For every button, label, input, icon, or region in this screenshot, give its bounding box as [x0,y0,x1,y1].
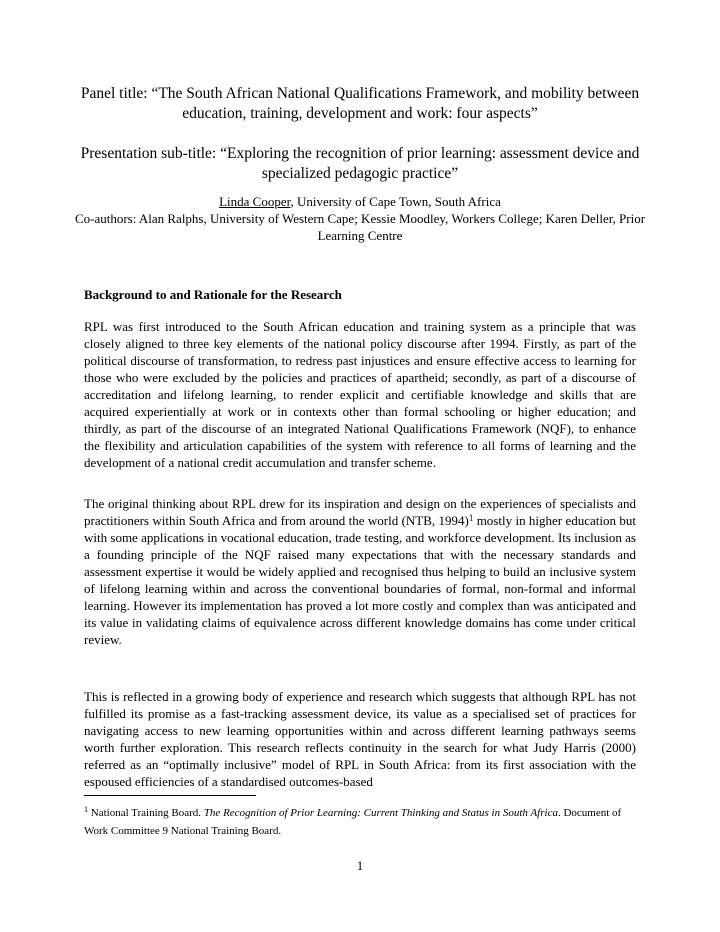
paragraph-1: RPL was first introduced to the South African education and training system as a principle that was closely aligned to three key elements of the national policy discourse after 1994. Firstly, as part of the political discourse of transformation, to redress past injustices and ensure effective access to learning for those who were excluded by the policies and practices of apartheid; secondly, as part of a discourse of accreditation and lifelong learning, to render explicit and certifiable knowledge and skills that are acquired experientially at work or in contexts other than formal schooling or higher education; and thirdly, as part of the discourse of an integrated National Qualifications Framework (NQF), to enhance the flexibility and articulation capabilities of the system with reference to all forms of learning and the development of a national credit accumulation and transfer scheme. [84,319,636,471]
paragraph-2 [84,495,636,648]
footnote-title: The Recognition of Prior Learning: Current Thinking and Status in South Africa [203,807,558,819]
footnote-tail: . Document of Work Committee 9 National Training Board. [84,807,622,837]
lead-author-affiliation: , University of Cape Town, South Africa [290,194,501,209]
footnote-marker: 1 [84,805,88,814]
presentation-subtitle: Presentation sub-title: “Exploring the recognition of prior learning: assessment device and specialized pedagogic practice” [80,145,640,182]
section-heading: Background to and Rationale for the Research [84,287,342,302]
footnote-divider [84,795,256,796]
panel-title: Panel title: “The South African National Qualifications Framework, and mobility between education, training, development and work: four aspects” [80,85,640,122]
title-block [70,84,650,184]
paragraph-3: This is reflected in a growing body of experience and research which suggests that although RPL has not fulfilled its promise as a fast-tracking assessment device, its value as a specialised set of practices for navigating access to new learning opportunities within and across different learning pathways seems worth further exploration. This research reflects continuity in the search for what Judy Harris (2000) referred as an “optimally inclusive” model of RPL in South Africa: from its first association with the espoused efficiencies of a standardised outcomes-based [84,689,636,790]
footnote-reference: 1 [468,513,474,524]
paragraph-2-text-a: The original thinking about RPL drew for its inspiration and design on the experiences of specialists and practitioners within South Africa and from around the world (NTB, 1994) [84,496,636,529]
author-block [70,193,650,244]
lead-author-name: Linda Cooper [219,194,291,209]
coauthors: Co-authors: Alan Ralphs, University of Western Cape; Kessie Moodley, Workers College; Karen Deller, Prior Learning Centre [74,211,646,243]
footnote-lead: National Training Board. [88,807,204,819]
lead-author [70,193,650,210]
page-number: 1 [356,858,364,873]
paragraph-2-text-b: mostly in higher education but with some applications in vocational education, trade testing, and workforce development. Its inclusion as a founding principle of the NQF raised many expectations that with the necessary standards and assessment expertise it would be widely applied and recognised thus helping to build an inclusive system of lifelong learning within and across the conventional boundaries of formal, non-formal and informal learning. However its implementation has proved a lot more costly and complex than was anticipated and its value in validating claims of equivalence across different knowledge domains has come under critical review. [84,513,636,648]
footnote [84,804,636,840]
